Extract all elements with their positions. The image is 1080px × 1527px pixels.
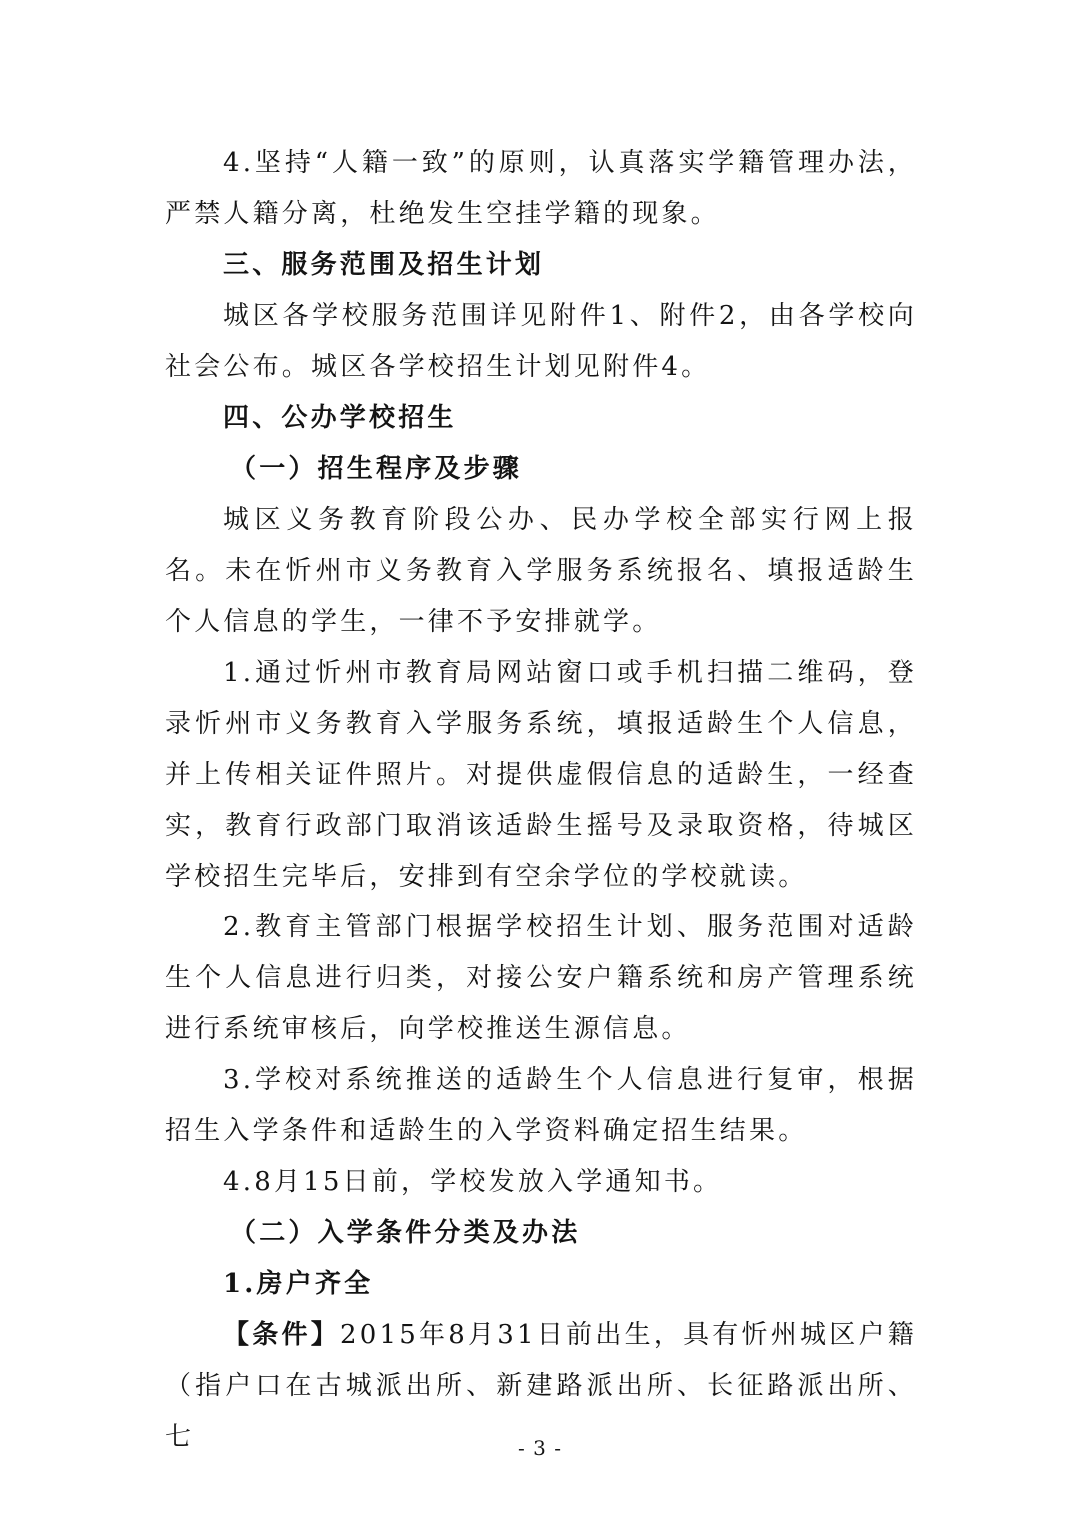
paragraph-1: 4.坚持“人籍一致”的原则，认真落实学籍管理办法，严禁人籍分离，杜绝发生空挂学籍的现象。 [165,148,917,229]
paragraph-step-2: 2.教育主管部门根据学校招生计划、服务范围对适龄生个人信息进行归类，对接公安户籍系统和房产管理系统进行系统审核后，向学校推送生源信息。 [165,912,917,1044]
paragraph-step-1: 1.通过忻州市教育局网站窗口或手机扫描二维码，登录忻州市义务教育入学服务系统，填报适龄生个人信息，并上传相关证件照片。对提供虚假信息的适龄生，一经查实，教育行政部门取消该适龄生摇号及录取资格，待城区学校招生完毕后，安排到有空余学位的学校就读。 [165,658,917,892]
paragraph-step-4: 4.8月15日前，学校发放入学通知书。 [223,1167,723,1197]
paragraph-service-range: 城区各学校服务范围详见附件1、附件2，由各学校向社会公布。城区各学校招生计划见附件4。 [165,301,917,382]
subheading-house-and-household: 1.房户齐全 [223,1269,374,1299]
page-number: - 3 - [518,1436,562,1460]
section-heading-3: 三、服务范围及招生计划 [223,250,545,280]
conditions-text: 2015年8月31日前出生，具有忻州城区户籍（指户口在古城派出所、新建路派出所、长征路派出所、七 [165,1320,917,1452]
subheading-enrollment-procedure: （一）招生程序及步骤 [230,454,523,484]
conditions-label: 【条件】 [223,1320,340,1350]
paragraph-online-registration: 城区义务教育阶段公办、民办学校全部实行网上报名。未在忻州市义务教育入学服务系统报名、填报适龄生个人信息的学生，一律不予安排就学。 [165,505,917,637]
paragraph-step-3: 3.学校对系统推送的适龄生个人信息进行复审，根据招生入学条件和适龄生的入学资料确定招生结果。 [165,1065,917,1146]
subheading-enrollment-conditions: （二）入学条件分类及办法 [230,1218,581,1248]
section-heading-4: 四、公办学校招生 [223,403,457,433]
